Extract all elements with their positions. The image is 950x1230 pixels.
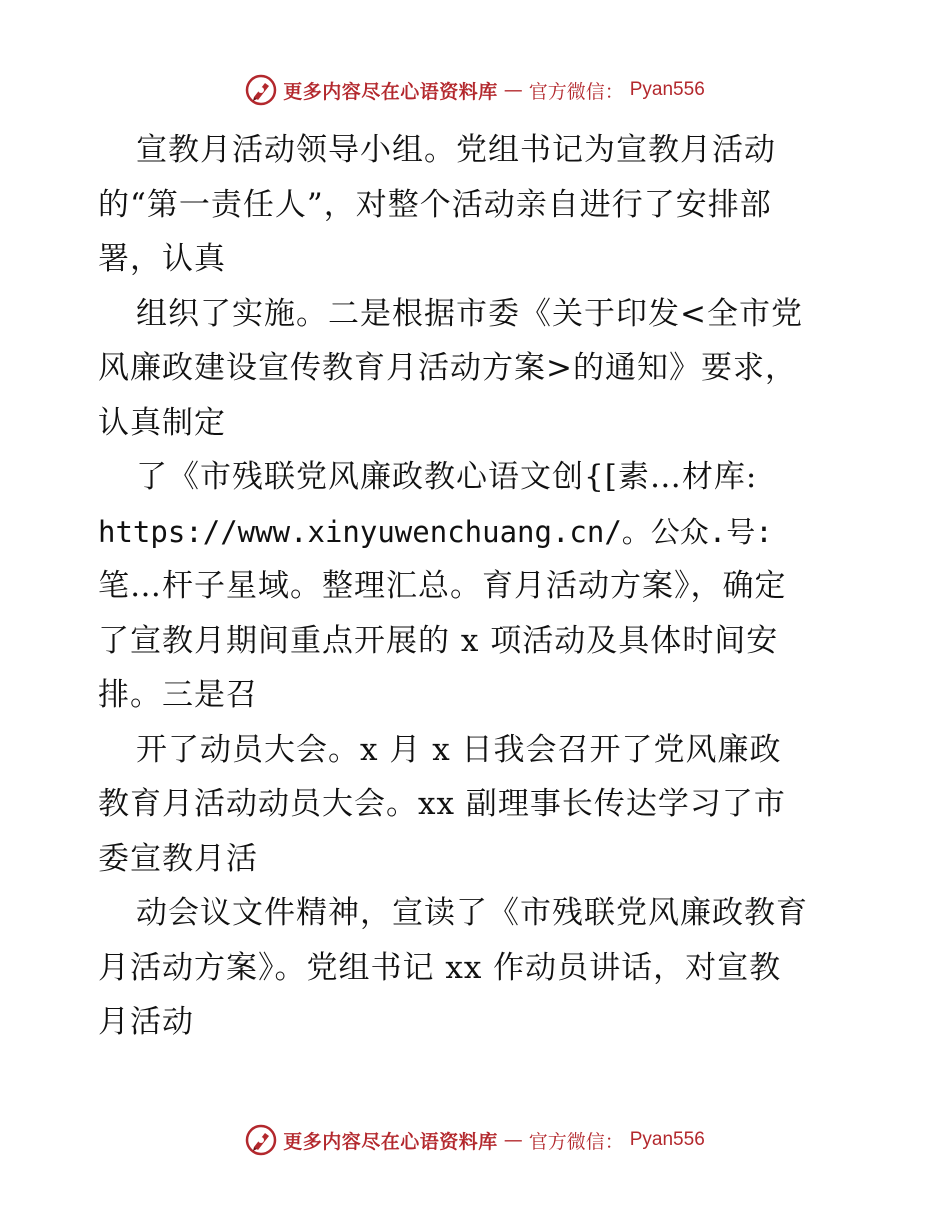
- text-line: 了宣教月期间重点开展的 x 项活动及具体时间安: [98, 622, 779, 659]
- text-line-url: https://www.xinyuwenchuang.cn/。公众.号:: [98, 514, 773, 549]
- text-line: 笔…杆子星域。整理汇总。育月活动方案》，确定: [98, 568, 787, 604]
- text-line: 宣教月活动领导小组。党组书记为宣教月活动: [136, 132, 776, 168]
- banner-dash: —: [503, 79, 523, 101]
- paragraph-3: [98, 450, 858, 723]
- text-line: 动会议文件精神，宣读了《市残联党风廉政教育: [136, 895, 808, 931]
- pen-logo-icon: [245, 1124, 277, 1156]
- paragraph-4: [98, 723, 858, 887]
- banner-brand-text: 更多内容尽在心语资料库: [283, 1130, 498, 1153]
- text-line: 教育月活动动员大会。xx 副理事长传达学习了市: [98, 786, 786, 822]
- text-line: 月活动方案》。党组书记 xx 作动员讲话，对宣教: [98, 949, 782, 986]
- banner-wechat-label: 官方微信：: [528, 1130, 624, 1153]
- banner-wechat-label: 官方微信：: [528, 80, 624, 103]
- text-line: 委宣教月活: [98, 840, 258, 877]
- text-line: 了《市残联党风廉政教心语文创{[素…材库:: [136, 459, 758, 495]
- paragraph-1: [98, 123, 858, 287]
- banner-brand-text: 更多内容尽在心语资料库: [283, 80, 498, 103]
- document-body: [98, 123, 858, 1050]
- text-line: 排。三是召: [98, 677, 258, 713]
- banner-wechat-id: Pyan556: [629, 79, 705, 100]
- text-line: 的“第一责任人”，对整个活动亲自进行了安排部: [98, 186, 772, 223]
- text-line: 风廉政建设宣传教育月活动方案>的通知》要求，: [98, 350, 797, 386]
- text-line: 认真制定: [98, 404, 226, 441]
- text-line: 月活动: [98, 1004, 194, 1040]
- pen-logo-icon: [245, 74, 277, 106]
- paragraph-2: [98, 287, 858, 451]
- header-banner: [0, 70, 950, 110]
- text-line: 组织了实施。二是根据市委《关于印发<全市党: [136, 295, 803, 332]
- text-line: 署，认真: [98, 241, 226, 277]
- text-line: 开了动员大会。x 月 x 日我会召开了党风廉政: [136, 731, 782, 768]
- footer-banner: [0, 1120, 950, 1160]
- banner-dash: —: [503, 1129, 523, 1151]
- paragraph-5: [98, 886, 858, 1050]
- banner-wechat-id: Pyan556: [629, 1129, 705, 1150]
